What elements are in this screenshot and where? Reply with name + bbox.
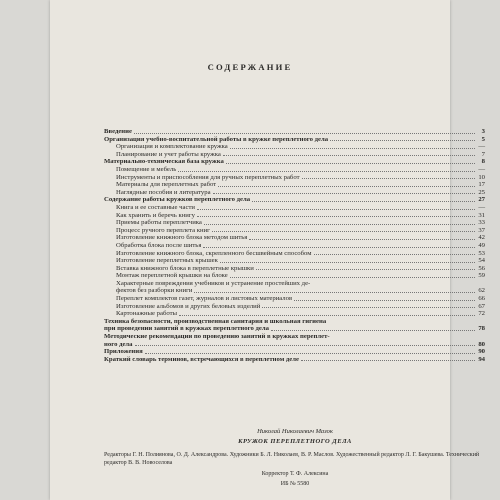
toc-entry <box>104 128 485 136</box>
toc-leader-dots <box>271 329 475 331</box>
toc-entry-title: при проведении занятий в кружках переплетного дела <box>104 325 269 333</box>
toc-page-number: 8 <box>481 158 485 166</box>
toc-entry <box>104 227 485 235</box>
toc-leader-dots <box>314 253 475 255</box>
toc-entry-title: Переплет комплектов газет, журналов и листовых материалов <box>116 295 293 303</box>
toc-page-number: 17 <box>478 181 485 189</box>
toc-entry <box>104 181 485 189</box>
toc-leader-dots <box>262 306 475 308</box>
toc-page-number: 33 <box>478 219 485 227</box>
toc-entry-title: Как хранить и беречь книгу <box>116 211 195 219</box>
toc-leader-dots <box>203 246 475 248</box>
toc-leader-dots <box>294 299 475 301</box>
book-title: КРУЖОК ПЕРЕПЛЕТНОГО ДЕЛА <box>238 437 352 445</box>
toc-entry-title: Планирование и учет работы кружка <box>116 150 221 158</box>
toc-entry <box>104 280 485 288</box>
corrector-credit: Корректор Т. Ф. Алексина <box>261 470 329 477</box>
toc-entry <box>104 234 485 242</box>
toc-leader-dots <box>249 238 475 240</box>
toc-leader-dots <box>218 185 475 187</box>
toc-page-number: 7 <box>481 150 485 158</box>
toc-leader-dots <box>179 314 475 316</box>
toc-entry <box>104 136 485 144</box>
toc-entry <box>104 272 485 280</box>
toc-leader-dots <box>252 200 475 202</box>
toc-entry-title: Приложения <box>104 348 143 356</box>
toc-page-number: — <box>478 203 485 211</box>
toc-page-number: — <box>478 165 485 173</box>
toc-leader-dots <box>197 215 475 217</box>
toc-entry <box>104 333 485 341</box>
imprint-block <box>104 428 486 489</box>
toc-entry-title: Введение <box>104 128 132 135</box>
toc-page-number: — <box>478 143 485 151</box>
toc-entry-title: Помещение и мебель <box>116 165 177 173</box>
toc-page-number: 10 <box>478 173 485 181</box>
toc-entry-title: Картонажные работы <box>116 310 178 318</box>
toc-entry-title: Организация учебно-воспитательной работы в кружке переплетного дела <box>104 135 329 143</box>
toc-leader-dots <box>212 230 475 232</box>
toc-entry <box>104 318 485 326</box>
toc-entry-title: Краткий словарь терминов, встречающихся в переплетном деле <box>104 355 300 363</box>
toc-entry <box>104 158 485 166</box>
toc-entry <box>104 204 485 212</box>
toc-page-number: 59 <box>478 272 485 280</box>
toc-entry-title: Характерные повреждения учебников и устранение простейших де- <box>116 279 311 287</box>
book-page <box>50 0 485 500</box>
toc-entry-title: Наглядные пособия и литература <box>116 188 211 196</box>
toc-entry <box>104 265 485 273</box>
toc-entry-title: Методические рекомендации по проведению занятий в кружках переплет- <box>104 333 330 341</box>
toc-page-number: 67 <box>478 302 485 310</box>
toc-entry-title: Организация и комплектование кружка <box>116 143 228 151</box>
toc-entry <box>104 174 485 182</box>
toc-entry-title: Материально-техническая база кружка <box>104 158 224 166</box>
toc-entry-title: ного дела <box>104 340 133 348</box>
toc-entry <box>104 325 485 333</box>
toc-page-number: 62 <box>478 287 485 295</box>
toc-page-number: 80 <box>478 340 485 348</box>
toc-entry <box>104 143 485 151</box>
toc-leader-dots <box>230 276 475 278</box>
toc-entry-title: Содержание работы кружков переплетного дела <box>104 196 251 204</box>
toc-page-number: 53 <box>478 249 485 257</box>
toc-entry <box>104 295 485 303</box>
toc-leader-dots <box>135 344 475 346</box>
toc-page-number: 42 <box>478 234 485 242</box>
toc-leader-dots <box>302 177 475 179</box>
toc-leader-dots <box>230 147 475 149</box>
toc-leader-dots <box>301 359 475 361</box>
toc-leader-dots <box>213 192 475 194</box>
toc-page-number: 66 <box>478 295 485 303</box>
toc-entry-title: фектов без разборки книги <box>116 287 193 295</box>
toc-entry-title: Изготовление переплетных крышек <box>116 257 218 265</box>
toc-entry <box>104 242 485 250</box>
toc-leader-dots <box>220 261 475 263</box>
toc-page-number: 72 <box>478 310 485 318</box>
table-of-contents <box>104 128 485 363</box>
toc-page-number: 31 <box>478 211 485 219</box>
toc-entry <box>104 189 485 197</box>
toc-page-number: 94 <box>478 355 485 363</box>
ib-number: ИБ № 5580 <box>280 481 310 488</box>
toc-entry <box>104 151 485 159</box>
toc-entry-title: Инструменты и приспособления для ручных переплетных работ <box>116 173 300 181</box>
toc-leader-dots <box>204 223 475 225</box>
toc-page-number: 27 <box>478 196 485 204</box>
toc-page-number: 5 <box>481 135 485 143</box>
author-name: Николай Николаевич Мазок <box>257 428 333 435</box>
toc-entry <box>104 303 485 311</box>
toc-leader-dots <box>197 208 475 210</box>
toc-entry <box>104 356 485 364</box>
toc-leader-dots <box>134 132 475 134</box>
toc-entry-title: Изготовление книжного блока методом шитья <box>116 234 248 242</box>
toc-page-number: 49 <box>478 241 485 249</box>
toc-leader-dots <box>145 352 475 354</box>
toc-entry-title: Обработка блока после шитья <box>116 241 202 249</box>
toc-leader-dots <box>226 162 475 164</box>
toc-entry-title: Изготовление альбомов и других беловых изделий <box>116 302 261 310</box>
toc-entry <box>104 196 485 204</box>
toc-entry <box>104 219 485 227</box>
toc-entry <box>104 212 485 220</box>
toc-leader-dots <box>330 139 475 141</box>
toc-page-number: 56 <box>478 264 485 272</box>
toc-page-number: 25 <box>478 188 485 196</box>
toc-entry-title: Приемы работы переплетчика <box>116 219 202 227</box>
toc-leader-dots <box>194 291 475 293</box>
toc-leader-dots <box>223 154 475 156</box>
toc-entry-title: Монтаж переплетной крышки на блоке <box>116 272 228 280</box>
toc-entry <box>104 287 485 295</box>
editors-credits: Редакторы Г. Н. Полиянова, О. Д. Александрова. Художники Б. Л. Николаев, В. Р. Маслов. Художественный редактор Л. Г. Бакушева. Технический редактор В. В. Новоселова <box>104 451 480 467</box>
toc-entry-title: Техника безопасности, производственная санитария и школьная гигиена <box>104 317 327 325</box>
toc-page-number: 90 <box>478 348 485 356</box>
toc-page-number: 37 <box>478 226 485 234</box>
toc-entry <box>104 348 485 356</box>
toc-entry-title: Материалы для переплетных работ <box>116 181 217 189</box>
toc-entry <box>104 166 485 174</box>
toc-entry-title: Книга и ее составные части <box>116 203 195 211</box>
toc-page-number: 78 <box>478 325 485 333</box>
toc-entry-title: Процесс ручного переплета книг <box>116 226 210 234</box>
toc-entry <box>104 310 485 318</box>
toc-leader-dots <box>178 170 475 172</box>
toc-entry <box>104 250 485 258</box>
toc-page-number: 3 <box>481 128 485 135</box>
toc-entry <box>104 257 485 265</box>
toc-entry-title: Изготовление книжного блока, скрепленного бесшвейным способом <box>116 249 312 257</box>
toc-leader-dots <box>256 268 475 270</box>
toc-entry-title: Вставка книжного блока в переплетные крышки <box>116 264 254 272</box>
toc-entry <box>104 341 485 349</box>
page-title: СОДЕРЖАНИЕ <box>207 62 293 72</box>
toc-page-number: 54 <box>478 257 485 265</box>
